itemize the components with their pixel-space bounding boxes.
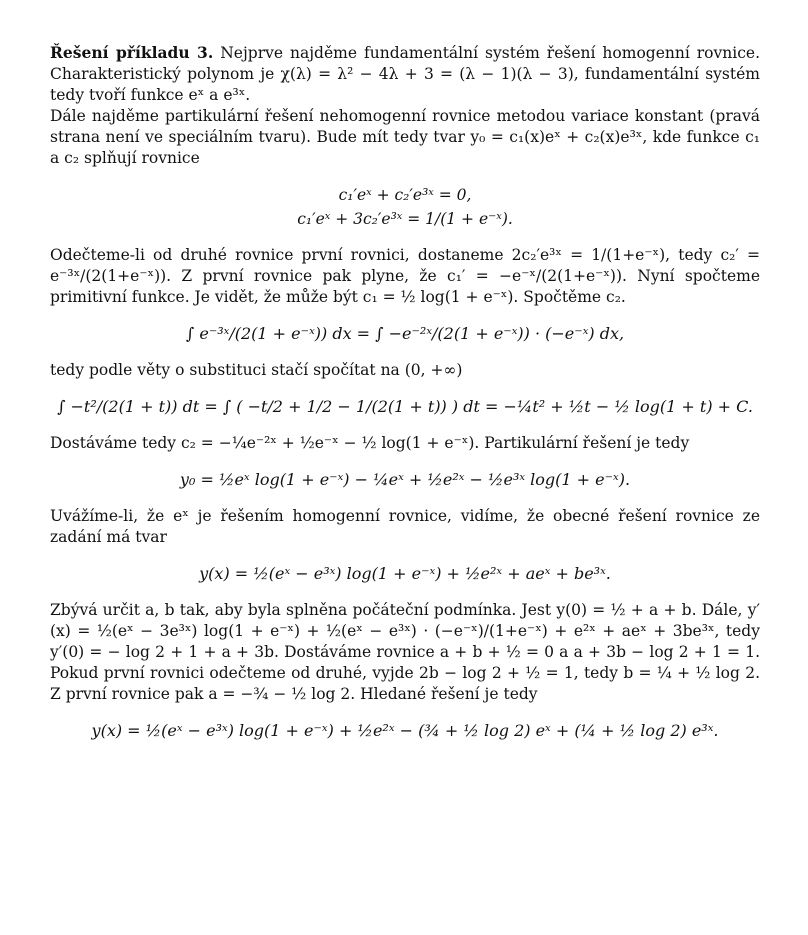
solution-title: Řešení příkladu 3. xyxy=(50,43,214,62)
equation-integral-c2: ∫ e⁻³ˣ/(2(1 + e⁻ˣ)) dx = ∫ −e⁻²ˣ/(2(1 + e⁻ˣ)) · (−e⁻ˣ) dx, xyxy=(185,324,625,343)
equation-integral-t: ∫ −t²/(2(1 + t)) dt = ∫ ( −t/2 + 1/2 − 1/(2(1 + t)) ) dt = −¼t² + ½t − ½ log(1 + t) + C. xyxy=(57,397,753,416)
paragraph-initial-condition: Zbývá určit a, b tak, aby byla splněna počáteční podmínka. Jest y(0) = ½ + a + b. Dále, y′(x) = ½(eˣ − 3e³ˣ) log(1 + e⁻ˣ) + ½(eˣ − e³ˣ) · (−e⁻ˣ)/(1+e⁻ˣ) + e²ˣ + aeˣ + 3be³ˣ, tedy y′(0) = − log 2 + 1 + a + 3b. Dostáváme rovnice a + b + ½ = 0 a a + 3b − log 2 + 1 = 1. Pokud první rovnici odečteme od druhé, vyjde 2b − log 2 + ½ = 1, tedy b = ¼ + ½ log 2. Z první rovnice pak a = −¾ − ½ log 2. Hledané řešení je tedy xyxy=(50,601,760,703)
equation-system xyxy=(50,183,760,231)
document-body xyxy=(50,42,760,757)
paragraph-c2-result: Dostáváme tedy c₂ = −¼e⁻²ˣ + ½e⁻ˣ − ½ log(1 + e⁻ˣ). Partikulární řešení je tedy xyxy=(50,434,690,452)
equation-final-solution: y(x) = ½(eˣ − e³ˣ) log(1 + e⁻ˣ) + ½e²ˣ − (¾ + ½ log 2) eˣ + (¼ + ½ log 2) e³ˣ. xyxy=(91,721,719,740)
equation-particular: y₀ = ½eˣ log(1 + e⁻ˣ) − ¼eˣ + ½e²ˣ − ½e³ˣ log(1 + e⁻ˣ). xyxy=(179,470,631,489)
equation-general: y(x) = ½(eˣ − e³ˣ) log(1 + e⁻ˣ) + ½e²ˣ + aeˣ + be³ˣ. xyxy=(199,564,611,583)
paragraph-general: Uvážíme-li, že eˣ je řešením homogenní rovnice, vidíme, že obecné řešení rovnice ze zadání má tvar xyxy=(50,507,760,546)
equation-system-line-1: c₁′eˣ + c₂′e³ˣ = 0, xyxy=(338,186,472,204)
paragraph-intro xyxy=(50,42,760,106)
intro-text: Nejprve najděme fundamentální systém řešení homogenní rovnice. Charakteristický polynom je χ(λ) = λ² − 4λ + 3 = (λ − 1)(λ − 3), fundamentální systém tedy tvoří funkce eˣ a e³ˣ. xyxy=(50,44,760,104)
paragraph-substitution: tedy podle věty o substituci stačí spočítat na (0, +∞) xyxy=(50,361,463,379)
paragraph-subtract: Odečteme-li od druhé rovnice první rovnici, dostaneme 2c₂′e³ˣ = 1/(1+e⁻ˣ), tedy c₂′ = e⁻³ˣ/(2(1+e⁻ˣ)). Z první rovnice pak plyne, že c₁′ = −e⁻ˣ/(2(1+e⁻ˣ)). Nyní spočteme primitivní funkce. Je vidět, že může být c₁ = ½ log(1 + e⁻ˣ). Spočtěme c₂. xyxy=(50,246,760,306)
equation-system-line-2: c₁′eˣ + 3c₂′e³ˣ = 1/(1 + e⁻ˣ). xyxy=(297,210,513,228)
paragraph-variation: Dále najděme partikulární řešení nehomogenní rovnice metodou variace konstant (pravá strana není ve speciálním tvaru). Bude mít tedy tvar y₀ = c₁(x)eˣ + c₂(x)e³ˣ, kde funkce c₁ a c₂ splňují rovnice xyxy=(50,107,760,167)
